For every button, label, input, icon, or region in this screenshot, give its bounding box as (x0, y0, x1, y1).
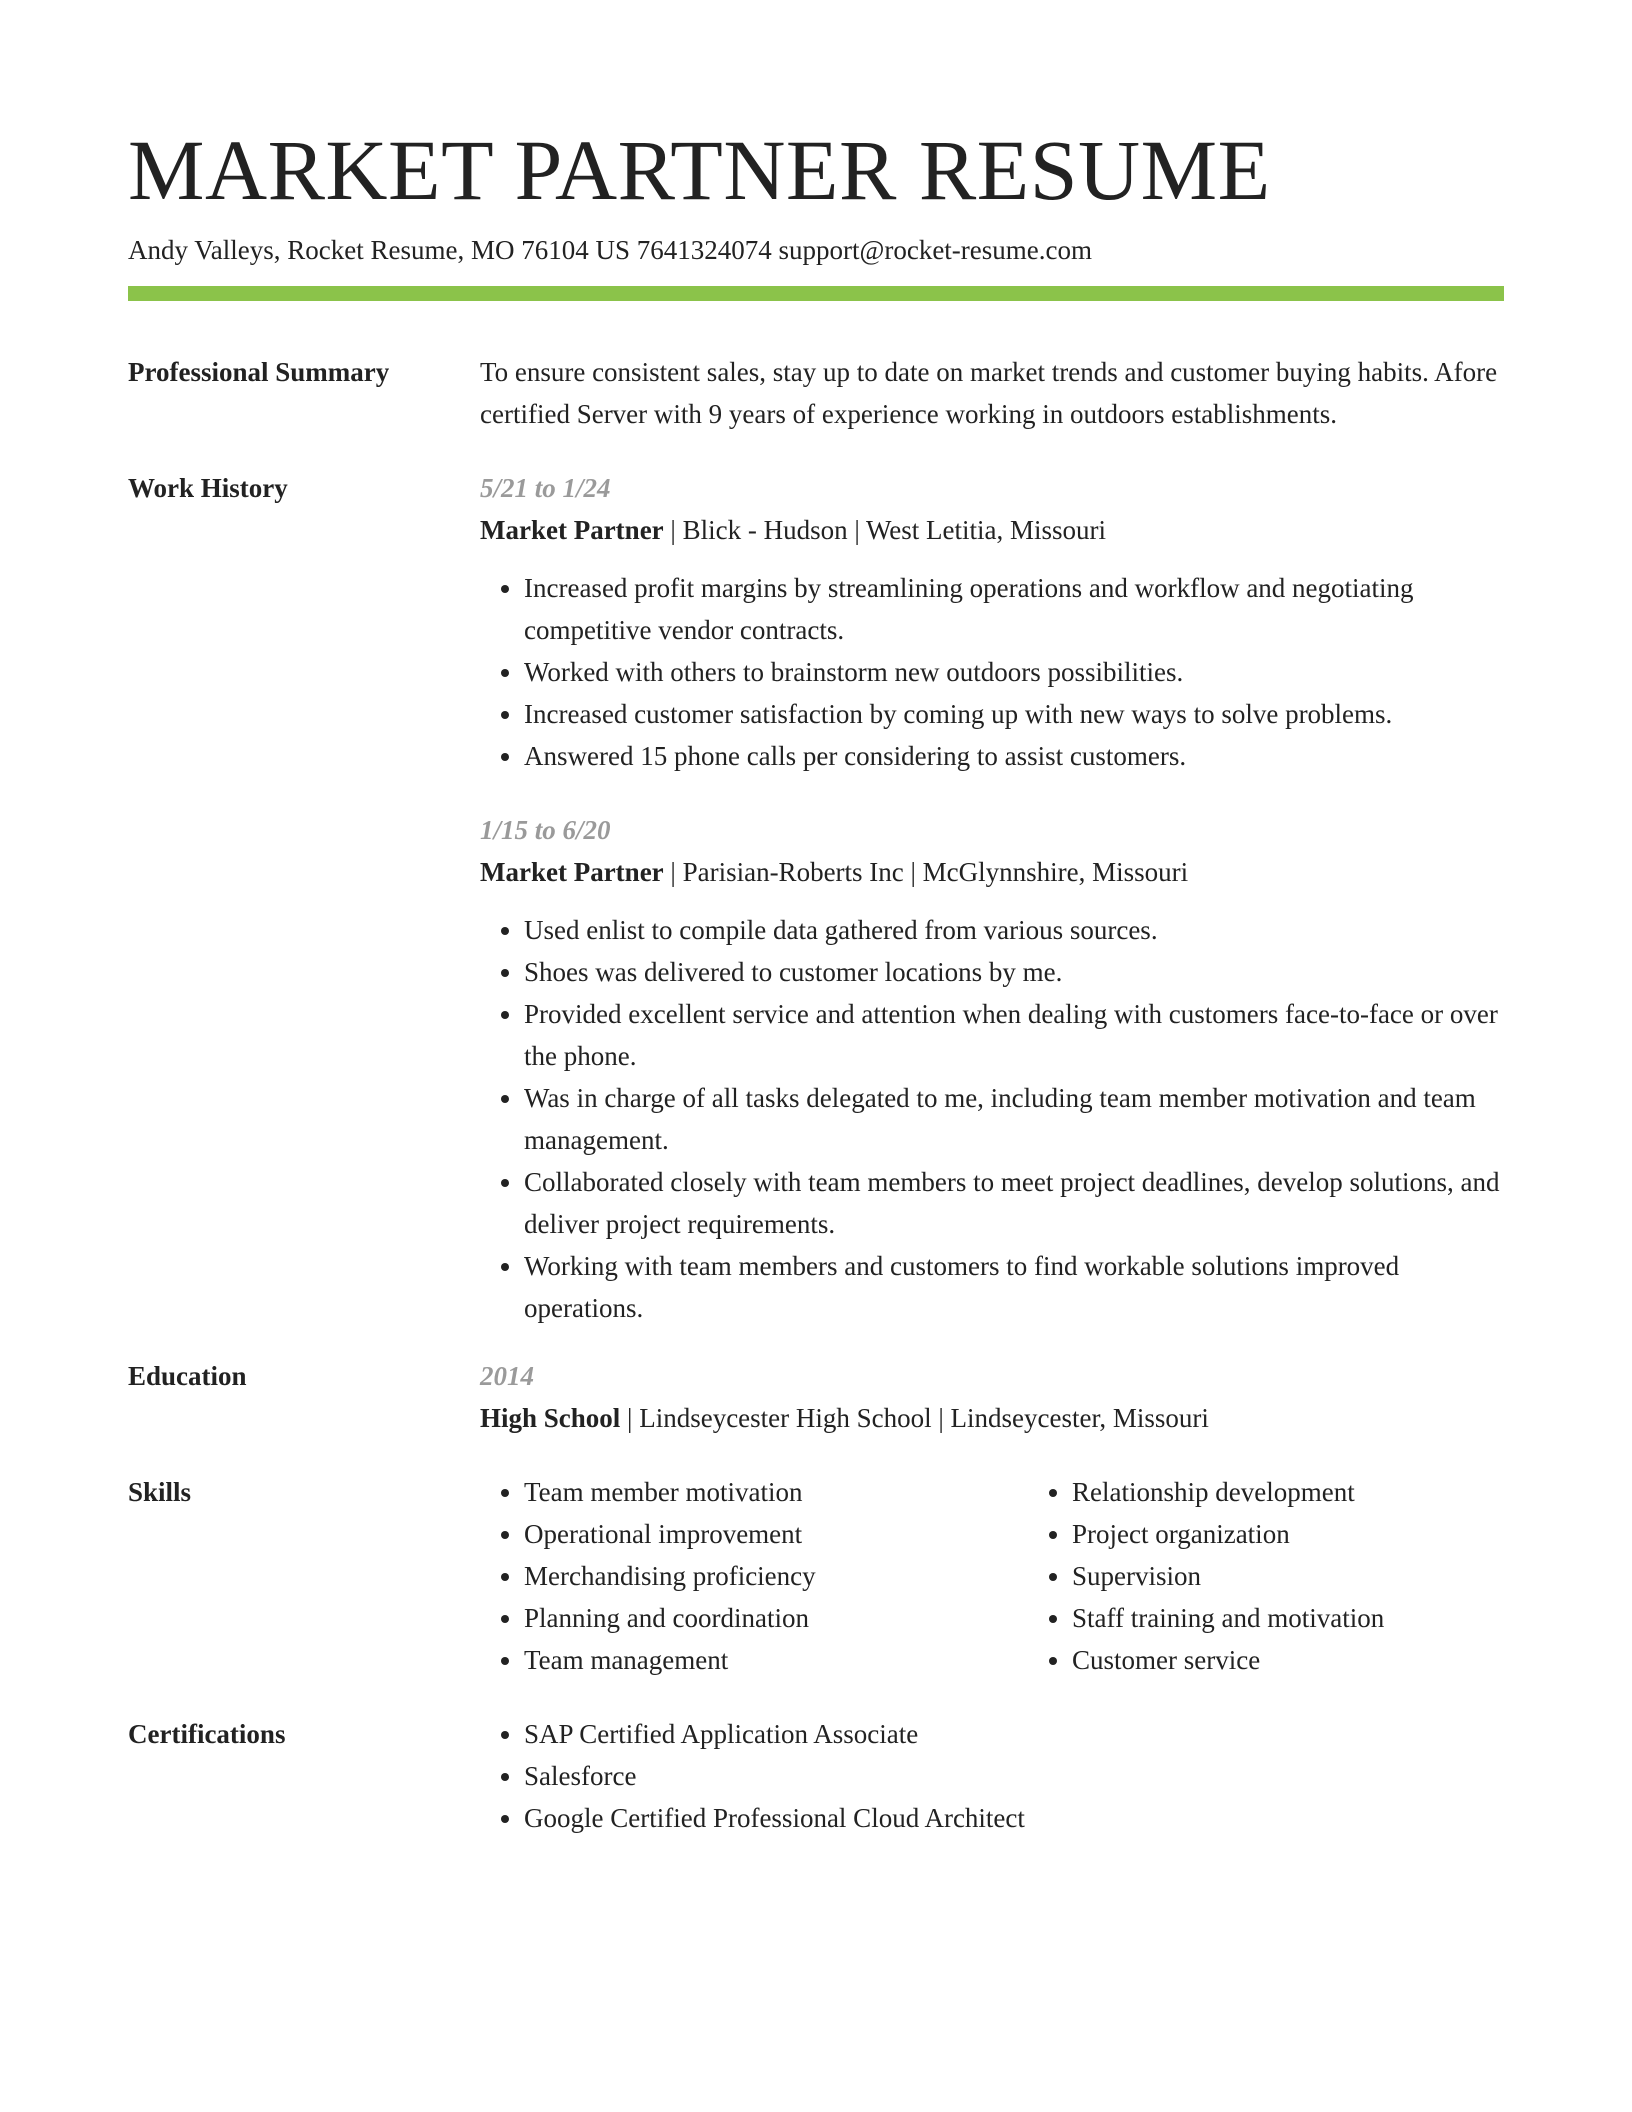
section-label-education: Education (128, 1361, 247, 1391)
list-item: • Was in charge of all tasks delegated to me, including team member motivation and team management. (524, 1077, 1504, 1161)
job-details: | Blick - Hudson | West Letitia, Missouri (663, 515, 1107, 545)
certifications-section (128, 1713, 1504, 1839)
list-item: • Relationship development (1072, 1471, 1576, 1513)
list-item: • Increased profit margins by streamlining operations and workflow and negotiating competitive vendor contracts. (524, 567, 1504, 651)
job-dates: 5/21 to 1/24 (480, 473, 611, 503)
job-dates: 1/15 to 6/20 (480, 815, 611, 845)
section-label-work: Work History (128, 473, 288, 503)
list-item: • Increased customer satisfaction by coming up with new ways to solve problems. (524, 693, 1504, 735)
job-entry (480, 467, 1504, 777)
resume-title: MARKET PARTNER RESUME (128, 122, 1271, 218)
list-item: • Team management (524, 1639, 1028, 1681)
skills-list-right (1028, 1471, 1576, 1681)
list-item: • Supervision (1072, 1555, 1576, 1597)
education-section (128, 1355, 1504, 1439)
job-entry (480, 809, 1504, 1329)
list-item: • Planning and coordination (524, 1597, 1028, 1639)
list-item: • Google Certified Professional Cloud Architect (524, 1797, 1504, 1839)
section-label-certifications: Certifications (128, 1719, 286, 1749)
education-degree: High School (480, 1403, 621, 1433)
list-item: • Working with team members and customers to find workable solutions improved operations. (524, 1245, 1504, 1329)
education-year: 2014 (480, 1361, 534, 1391)
professional-summary-section (128, 351, 1504, 435)
certifications-list (480, 1713, 1504, 1839)
section-label-skills: Skills (128, 1477, 192, 1507)
accent-divider (128, 286, 1504, 301)
education-heading (480, 1397, 1504, 1439)
job-title: Market Partner (480, 857, 664, 887)
job-heading (480, 509, 1504, 551)
job-heading (480, 851, 1504, 893)
resume-page (128, 118, 1504, 1839)
summary-text: To ensure consistent sales, stay up to date on market trends and customer buying habits. Afore certified Server with 9 years of experience working in outdoors establishments. (480, 357, 1498, 429)
job-bullets (480, 567, 1504, 777)
contact-line: Andy Valleys, Rocket Resume, MO 76104 US 7641324074 support@rocket-resume.com (128, 235, 1092, 265)
list-item: • Worked with others to brainstorm new outdoors possibilities. (524, 651, 1504, 693)
list-item: • Customer service (1072, 1639, 1576, 1681)
list-item: • Operational improvement (524, 1513, 1028, 1555)
job-title: Market Partner (480, 515, 664, 545)
list-item: • Staff training and motivation (1072, 1597, 1576, 1639)
skills-section (128, 1471, 1504, 1681)
list-item: • Team member motivation (524, 1471, 1028, 1513)
list-item: • Shoes was delivered to customer locations by me. (524, 951, 1504, 993)
job-bullets (480, 909, 1504, 1329)
list-item: • Merchandising proficiency (524, 1555, 1028, 1597)
list-item: • Answered 15 phone calls per considering to assist customers. (524, 735, 1504, 777)
list-item: • Collaborated closely with team members to meet project deadlines, develop solutions, and deliver project requirements. (524, 1161, 1504, 1245)
list-item: • Project organization (1072, 1513, 1576, 1555)
list-item: • Provided excellent service and attention when dealing with customers face-to-face or over the phone. (524, 993, 1504, 1077)
education-details: | Lindseycester High School | Lindseycester, Missouri (620, 1403, 1209, 1433)
list-item: • Used enlist to compile data gathered from various sources. (524, 909, 1504, 951)
skills-list-left (480, 1471, 1028, 1681)
job-details: | Parisian-Roberts Inc | McGlynnshire, Missouri (663, 857, 1189, 887)
list-item: • Salesforce (524, 1755, 1504, 1797)
section-label-summary: Professional Summary (128, 357, 390, 387)
work-history-section (128, 467, 1504, 1329)
list-item: • SAP Certified Application Associate (524, 1713, 1504, 1755)
